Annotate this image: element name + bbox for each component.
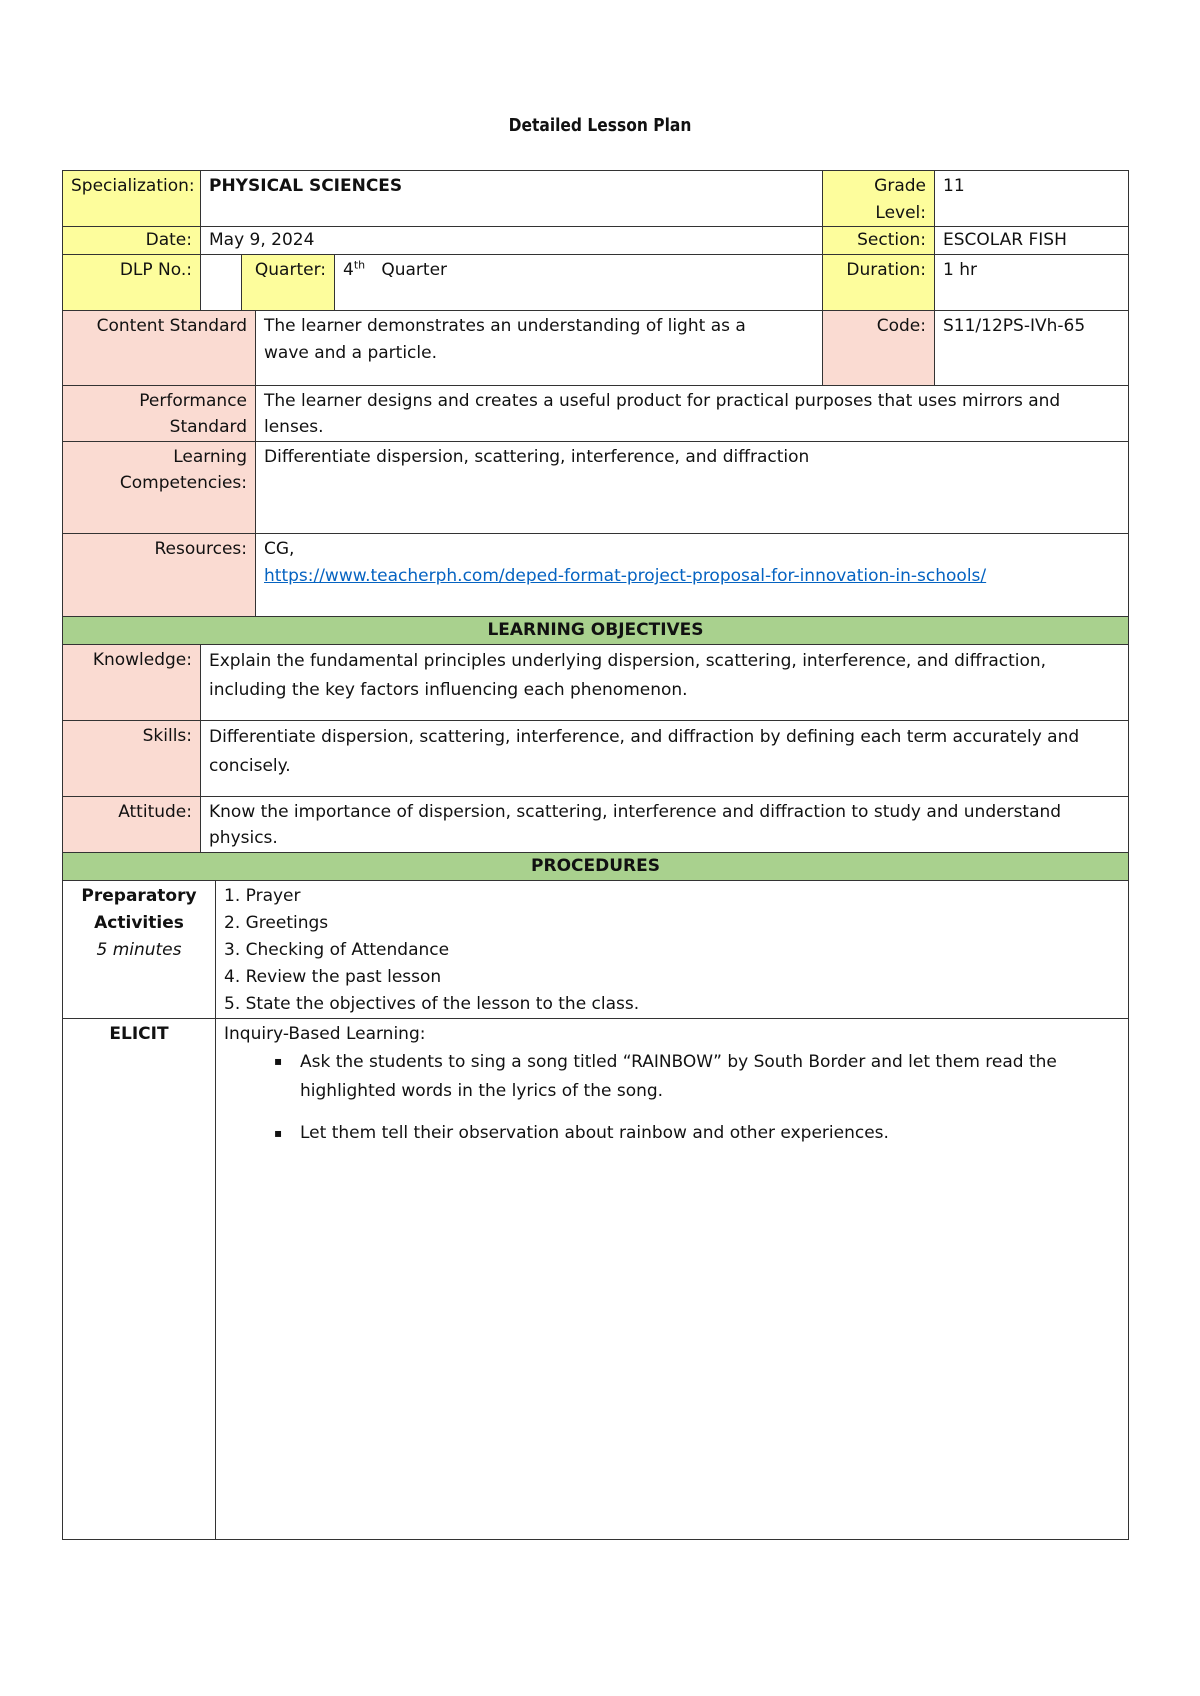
skills-value: Differentiate dispersion, scattering, interference, and diffraction by defining each term accurately and concisely. xyxy=(209,727,1080,776)
preparatory-label-line-1: Preparatory xyxy=(81,886,197,906)
elicit-bullet-text: Let them tell their observation about rainbow and other experiences. xyxy=(300,1123,889,1143)
lesson-plan-table xyxy=(62,170,1129,1540)
objectives-heading-row xyxy=(63,617,1128,645)
preparatory-label-line-2: Activities xyxy=(94,913,184,933)
code-value: S11/12PS-IVh-65 xyxy=(943,316,1086,336)
preparatory-item: 4. Review the past lesson xyxy=(224,967,442,987)
dlp-value xyxy=(201,255,242,310)
preparatory-item: 2. Greetings xyxy=(224,913,329,933)
dlp-label: DLP No.: xyxy=(63,255,201,310)
preparatory-item: 5. State the objectives of the lesson to the class. xyxy=(224,994,640,1014)
elicit-bullet xyxy=(274,1120,1120,1147)
elicit-intro: Inquiry-Based Learning: xyxy=(224,1024,426,1044)
elicit-bullet xyxy=(274,1048,1120,1106)
resources-text: CG, xyxy=(264,539,295,559)
bullet-icon: ▪ xyxy=(274,1126,283,1140)
preparatory-item: 1. Prayer xyxy=(224,886,301,906)
procedures-heading: PROCEDURES xyxy=(531,856,660,876)
resources-row xyxy=(63,534,1128,617)
resources-label: Resources: xyxy=(63,534,256,616)
attitude-label: Attitude: xyxy=(63,797,201,852)
skills-row xyxy=(63,721,1128,797)
skills-label: Skills: xyxy=(63,721,201,796)
duration-label: Duration: xyxy=(823,255,935,310)
competencies-value: Differentiate dispersion, scattering, interference, and diffraction xyxy=(264,447,810,467)
dlp-row xyxy=(63,255,1128,311)
elicit-bullet-text: Ask the students to sing a song titled “RAINBOW” by South Border and let them read the highlighted words in the lyrics of the song. xyxy=(300,1052,1057,1101)
grade-label: Grade Level: xyxy=(823,171,935,226)
knowledge-value: Explain the fundamental principles underlying dispersion, scattering, interference, and diffraction, including the key factors influencing each phenomenon. xyxy=(209,651,1047,700)
content-standard-label: Content Standard xyxy=(63,311,256,385)
competencies-row xyxy=(63,442,1128,534)
preparatory-item: 3. Checking of Attendance xyxy=(224,940,450,960)
quarter-number: 4 xyxy=(343,260,354,280)
objectives-heading: LEARNING OBJECTIVES xyxy=(487,620,704,640)
date-label: Date: xyxy=(63,227,201,254)
specialization-row xyxy=(63,171,1128,227)
preparatory-label-cell xyxy=(63,881,216,1018)
preparatory-row xyxy=(63,881,1128,1019)
knowledge-row xyxy=(63,645,1128,721)
content-standard-row xyxy=(63,311,1128,386)
content-standard-value: The learner demonstrates an understanding of light as a wave and a particle. xyxy=(256,311,823,385)
section-value: ESCOLAR FISH xyxy=(943,230,1067,250)
page-title: Detailed Lesson Plan xyxy=(508,115,692,136)
competencies-label: Learning Competencies: xyxy=(63,442,256,533)
preparatory-time: 5 minutes xyxy=(96,940,182,960)
grade-value: 11 xyxy=(943,176,965,196)
section-label: Section: xyxy=(823,227,935,254)
resources-link[interactable]: https://www.teacherph.com/deped-format-project-proposal-for-innovation-in-schools/ xyxy=(264,566,987,586)
date-value: May 9, 2024 xyxy=(201,227,823,254)
performance-standard-value: The learner designs and creates a useful product for practical purposes that uses mirrors and lenses. xyxy=(264,391,1061,437)
elicit-content xyxy=(216,1019,1128,1539)
quarter-label: Quarter: xyxy=(242,255,335,310)
specialization-label: Specialization: xyxy=(63,171,201,226)
performance-standard-row xyxy=(63,386,1128,442)
resources-value xyxy=(256,534,1128,616)
attitude-value: Know the importance of dispersion, scattering, interference and diffraction to study and understand physics. xyxy=(209,802,1062,848)
knowledge-label: Knowledge: xyxy=(63,645,201,720)
quarter-value xyxy=(335,255,823,310)
bullet-icon: ▪ xyxy=(274,1054,283,1068)
code-label: Code: xyxy=(823,311,935,385)
specialization-value: PHYSICAL SCIENCES xyxy=(201,171,823,226)
elicit-row xyxy=(63,1019,1128,1539)
quarter-word: Quarter xyxy=(381,260,448,280)
elicit-label: ELICIT xyxy=(63,1019,216,1539)
performance-standard-label: Performance Standard xyxy=(63,386,256,441)
procedures-heading-row xyxy=(63,853,1128,881)
quarter-suffix: th xyxy=(353,258,366,272)
date-row xyxy=(63,227,1128,255)
preparatory-items xyxy=(216,881,1128,1018)
attitude-row xyxy=(63,797,1128,853)
duration-value: 1 hr xyxy=(943,260,977,280)
elicit-bullet-list xyxy=(224,1048,1120,1147)
